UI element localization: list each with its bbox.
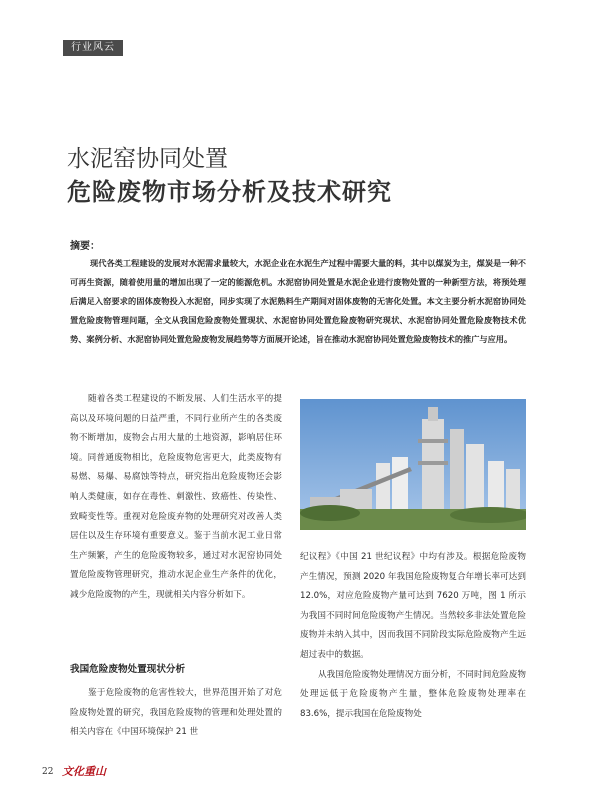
magazine-logo: 文化重山 [62, 765, 106, 778]
right-column [300, 548, 526, 724]
cement-plant-photo [300, 399, 526, 530]
section-heading: 我国危险废物处置现状分析 [70, 664, 186, 675]
right-paragraph-1: 纪议程》《中国 21 世纪议程》中均有涉及。根据危险废物产生情况，预测 2020 年我国危险废物复合年增长率可达到 12.0%，对应危险废物产量可达到 7620 万吨，图 1 所示为我国不同时间危险废物产生情况。当然较多非法处置危险废物并未纳入其中，因而我国不同阶段实际危险废物产生远超过表中的数据。 [300, 552, 526, 660]
left-column-continued [70, 684, 282, 743]
abstract-text: 现代各类工程建设的发展对水泥需求量较大，水泥企业在水泥生产过程中需要大量的料，其中以煤炭为主，煤炭是一种不可再生资源，随着使用量的增加出现了一定的能源危机。水泥窑协同处置是水泥企业进行废物处置的一种新型方法，将预处理后满足入窑要求的固体废物投入水泥窑，同步实现了水泥熟料生产期间对固体废物的无害化处置。本文主要分析水泥窑协同处置危险废物管理问题，全文从我国危险废物处置现状、水泥窑协同处置危险废物研究现状、水泥窑协同处置危险废物技术优势、案例分析、水泥窑协同处置危险废物发展趋势等方面展开论述，旨在推动水泥窑协同处置危险废物技术的推广与应用。 [70, 258, 526, 345]
intro-paragraph: 随着各类工程建设的不断发展、人们生活水平的提高以及环境问题的日益严重，不同行业所产生的各类废物不断增加，废物会占用大量的土地资源，影响居住环境。同普通废物相比，危险废物危害更大，此类废物有易燃、易爆、易腐蚀等特点，研究指出危险废物还会影响人类健康，如存在毒性、刺激性、致癌性、传染性、致畸变性等。重视对危险废弃物的处理研究对改善人类居住以及生存环境有重要意义。鉴于当前水泥工业日常生产频繁，产生的危险废物较多，通过对水泥窑协同处置危险废物管理研究，推动水泥企业生产条件的优化，减少危险废物的产生，现就相关内容分析如下。 [70, 394, 282, 600]
right-paragraph-2: 从我国危险废物处理情况方面分析，不同时间危险废物处理远低于危险废物产生量，整体危险废物处理率在 83.6%，提示我国在危险废物处 [300, 669, 526, 719]
section1-paragraph: 鉴于危险废物的危害性较大，世界范围开始了对危险废物处置的研究，我国危险废物的管理和处理处置的相关内容在《中国环境保护 21 世 [70, 688, 282, 738]
section-badge: 行业风云 [63, 40, 123, 56]
article-title-line1: 水泥窑协同处置 [67, 146, 228, 172]
left-column [70, 390, 282, 606]
abstract-heading: 摘要： [70, 241, 100, 252]
page-number: 22 [42, 767, 54, 777]
article-title-line2: 危险废物市场分析及技术研究 [67, 177, 392, 206]
